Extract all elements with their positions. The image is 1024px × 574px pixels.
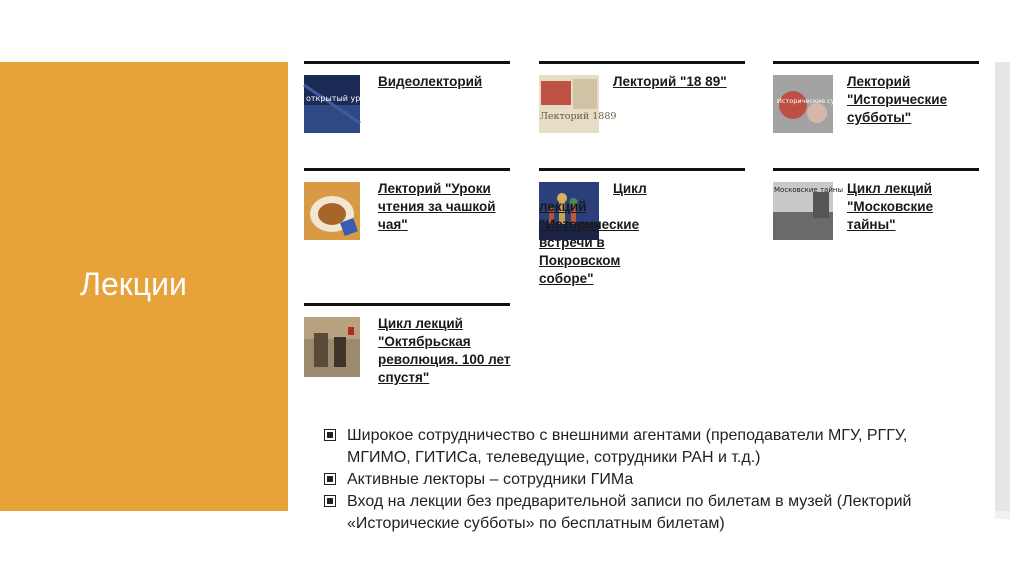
svg-text:открытый урок: открытый урок (306, 94, 371, 103)
lecture-link[interactable]: Лекторий "Уроки чтения за чашкой чая" (378, 181, 496, 232)
card-divider (304, 168, 510, 171)
lecture-card (304, 61, 510, 103)
lecture-card (539, 168, 745, 286)
svg-text:Московские тайны: Московские тайны (774, 186, 843, 194)
bullet-item (323, 491, 963, 535)
checkbox-bullet-icon (324, 495, 336, 507)
bullet-text: Вход на лекции без предварительной записи по билетам в музей (Лекторий «Исторические субботы» по бесплатным билетам) (347, 493, 912, 532)
slide-title: Лекции (80, 266, 187, 302)
lecture-link[interactable]: Лекторий "Исторические субботы" (847, 74, 948, 125)
card-divider (539, 168, 745, 171)
card-divider (539, 61, 745, 64)
lecture-thumbnail[interactable] (773, 75, 856, 133)
svg-text:Исторические субботы: Исторические субботы (777, 97, 856, 105)
card-divider (773, 168, 979, 171)
lecture-card (304, 303, 511, 385)
lecture-card (304, 168, 510, 232)
checkbox-bullet-icon (324, 473, 336, 485)
bullet-item (323, 425, 963, 469)
lecture-link[interactable]: Цикл лекций "Октябрьская революция. 100 лет спустя" (378, 316, 511, 385)
lecture-thumbnail[interactable] (539, 75, 617, 133)
lecture-thumbnail[interactable] (304, 317, 360, 375)
svg-text:Лекторий 1889: Лекторий 1889 (540, 111, 617, 122)
card-divider (773, 61, 979, 64)
lecture-link[interactable]: Видеолекторий (378, 74, 483, 89)
bullet-text: Широкое сотрудничество с внешними агентами (преподаватели МГУ, РГГУ, МГИМО, ГИТИСа, телеведущие, сотрудники РАН и т.д.) (347, 427, 908, 466)
info-bullets (323, 425, 963, 535)
lecture-thumbnail[interactable] (304, 182, 360, 240)
lecture-card (773, 61, 979, 125)
card-divider (304, 303, 510, 306)
checkbox-bullet-icon (324, 429, 336, 441)
lecture-link[interactable]: Цикл лекций "Исторические встречи в Покровском соборе" (539, 181, 647, 286)
lecture-link[interactable]: Цикл лекций "Московские тайны" (847, 181, 934, 232)
bullet-item (323, 469, 963, 491)
lecture-thumbnail[interactable] (304, 75, 371, 133)
scrollbar[interactable] (995, 62, 1010, 511)
lecture-thumbnail[interactable] (773, 182, 843, 240)
bullet-text: Активные лекторы – сотрудники ГИМа (347, 471, 634, 488)
scrollbar-track-end (995, 511, 1010, 519)
lecture-link[interactable]: Лекторий "18 89" (613, 74, 727, 89)
card-divider (304, 61, 510, 64)
lecture-card (539, 61, 745, 122)
lecture-card (773, 168, 979, 232)
